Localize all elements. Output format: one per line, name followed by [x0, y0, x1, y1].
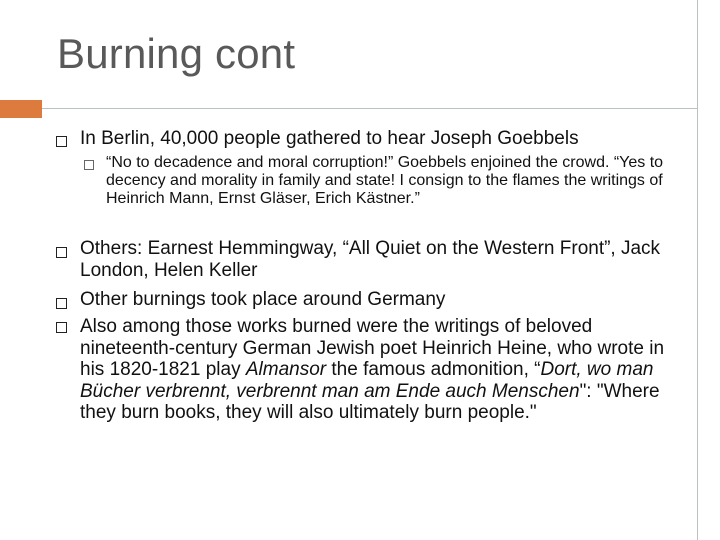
heine-quote-german: Dort, wo man Bücher verbrennt, verbrennt man am Ende auch Menschen — [80, 359, 654, 402]
bullet-square-icon — [56, 298, 67, 309]
bullet-item-heine — [80, 316, 690, 424]
bullet-square-icon — [56, 247, 67, 258]
sub-bullet-goebbels-quote: “No to decadence and moral corruption!” Goebbels enjoined the crowd. “Yes to decency and morality in family and state! I consign to the flames the writings of Heinrich Mann, Ernst Gläser, Erich Kästner.” — [106, 154, 664, 207]
accent-block — [0, 100, 42, 118]
title-divider — [42, 108, 697, 109]
sub-bullet-square-icon — [84, 160, 94, 170]
bullet-square-icon — [56, 322, 67, 333]
bullet-item-other-burnings: Other burnings took place around Germany — [80, 289, 446, 310]
right-border-line — [697, 0, 698, 540]
heine-text-part2: the famous admonition, “ — [326, 359, 541, 380]
heine-text-part3: ": "Where they burn books, they will also ultimately burn people." — [80, 380, 660, 423]
bullet-item-others: Others: Earnest Hemmingway, “All Quiet on the Western Front”, Jack London, Helen Keller — [80, 238, 661, 281]
bullet-square-icon — [56, 136, 67, 147]
bullet-item-berlin: In Berlin, 40,000 people gathered to hear Joseph Goebbels — [80, 128, 579, 149]
heine-text-part1: Also among those works burned were the writings of beloved nineteenth-century German Jewish poet Heinrich Heine, who wrote in his 1820-1821 play — [80, 316, 665, 380]
slide-title: Burning cont — [57, 30, 296, 77]
heine-play-title: Almansor — [245, 359, 327, 380]
